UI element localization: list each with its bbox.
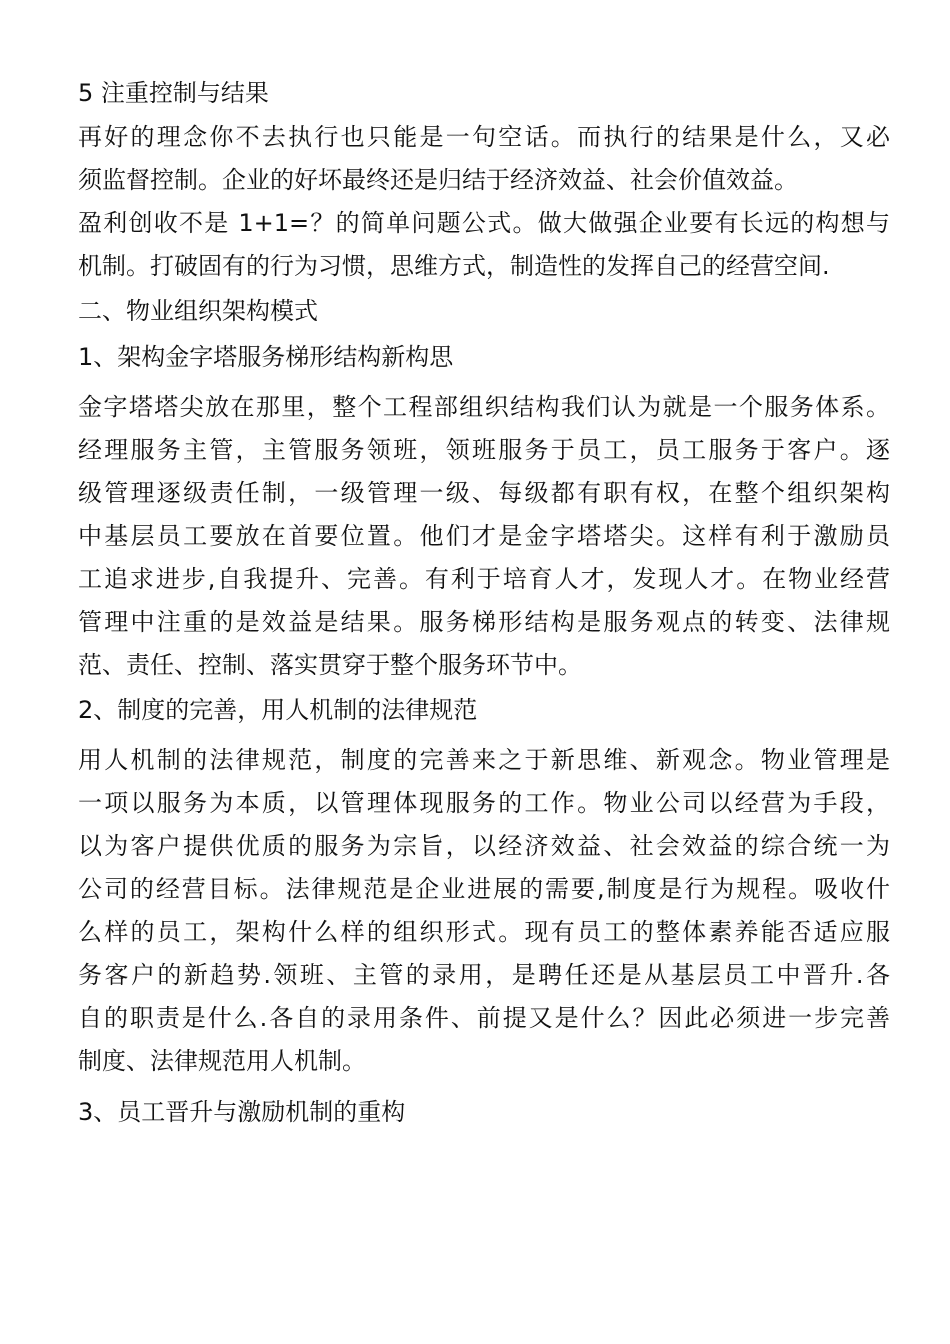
text-line: 管理中注重的是效益是结果。服务梯形结构是服务观点的转变、法律规 (78, 608, 890, 636)
paragraph (78, 739, 890, 1083)
text-line: 盈利创收不是 1+1=？的简单问题公式。做大做强企业要有长远的构想与 (78, 209, 890, 237)
text-line: 制度、法律规范用人机制。 (78, 1047, 366, 1075)
text-line: 以为客户提供优质的服务为宗旨，以经济效益、社会效益的综合统一为 (78, 832, 890, 860)
text-line: 用人机制的法律规范，制度的完善来之于新思维、新观念。物业管理是 (78, 746, 890, 774)
section-heading: 5 注重控制与结果 (78, 79, 269, 107)
document-page (78, 76, 890, 1129)
paragraph (78, 386, 890, 687)
paragraph (78, 116, 890, 202)
text-line: 级管理逐级责任制，一级管理一级、每级都有职有权，在整个组织架构 (78, 479, 890, 507)
text-line: 么样的员工，架构什么样的组织形式。现有员工的整体素养能否适应服 (78, 918, 890, 946)
text-line: 中基层员工要放在首要位置。他们才是金字塔塔尖。这样有利于激励员 (78, 522, 890, 550)
text-line: 须监督控制。企业的好坏最终还是归结于经济效益、社会价值效益。 (78, 166, 798, 194)
text-line: 再好的理念你不去执行也只能是一句空话。而执行的结果是什么，又必 (78, 123, 890, 151)
subsection-heading: 1、架构金字塔服务梯形结构新构思 (78, 343, 454, 371)
text-line: 范、责任、控制、落实贯穿于整个服务环节中。 (78, 651, 582, 679)
text-line: 自的职责是什么.各自的录用条件、前提又是什么？因此必须进一步完善 (78, 1004, 890, 1032)
text-line: 机制。打破固有的行为习惯，思维方式，制造性的发挥自己的经营空间. (78, 252, 830, 280)
text-line: 一项以服务为本质，以管理体现服务的工作。物业公司以经营为手段， (78, 789, 890, 817)
text-line: 务客户的新趋势.领班、主管的录用，是聘任还是从基层员工中晋升.各 (78, 961, 890, 989)
subsection-heading: 3、员工晋升与激励机制的重构 (78, 1098, 406, 1126)
paragraph (78, 202, 890, 288)
text-line: 经理服务主管，主管服务领班，领班服务于员工，员工服务于客户。逐 (78, 436, 890, 464)
text-line: 工追求进步,自我提升、完善。有利于培育人才，发现人才。在物业经营 (78, 565, 890, 593)
subsection-heading: 2、制度的完善，用人机制的法律规范 (78, 696, 478, 724)
text-line: 金字塔塔尖放在那里，整个工程部组织结构我们认为就是一个服务体系。 (78, 393, 890, 421)
section-heading: 二、物业组织架构模式 (78, 297, 318, 325)
text-line: 公司的经营目标。法律规范是企业进展的需要,制度是行为规程。吸收什 (78, 875, 890, 903)
